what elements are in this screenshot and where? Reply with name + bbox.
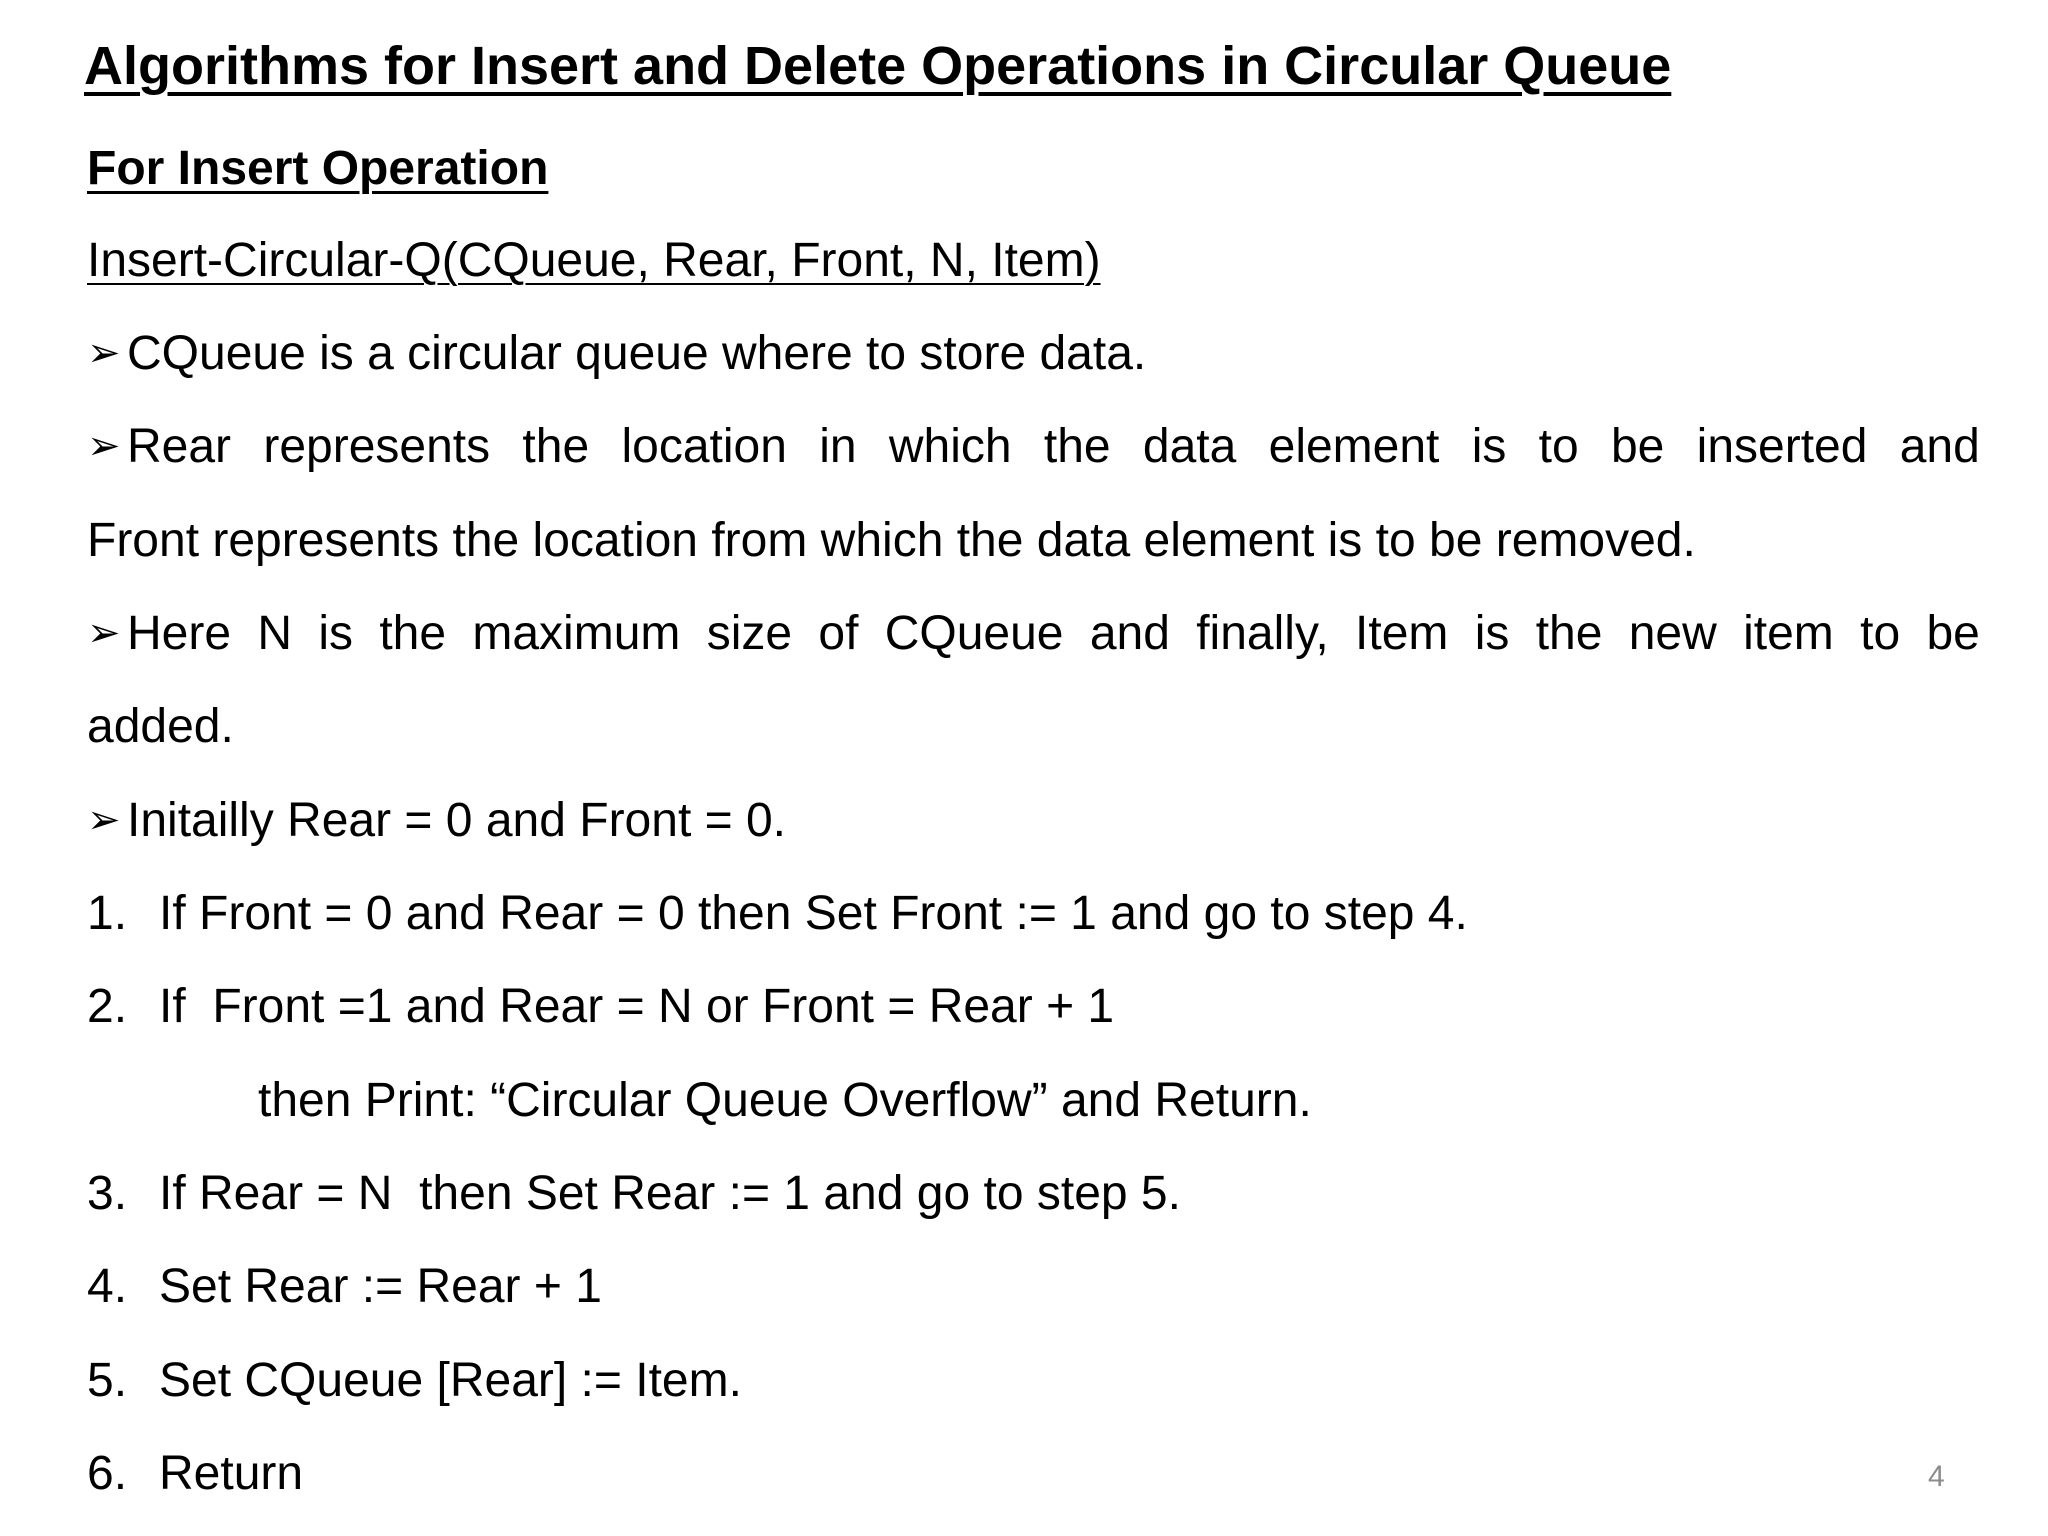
word: the bbox=[1535, 607, 1603, 660]
word: the bbox=[1043, 420, 1111, 473]
algorithm-step bbox=[87, 1258, 602, 1316]
step-text: If Front =1 and Rear = N or Front = Rear + 1 bbox=[159, 980, 1115, 1033]
step-number: 4. bbox=[87, 1260, 128, 1313]
word: is bbox=[318, 607, 354, 660]
step-number: 3. bbox=[87, 1167, 128, 1220]
word: is bbox=[1474, 607, 1510, 660]
algorithm-step bbox=[87, 1165, 1181, 1223]
word: data bbox=[1142, 420, 1237, 473]
step-text: Return bbox=[159, 1447, 304, 1500]
word: and bbox=[1089, 607, 1170, 660]
step-number: 5. bbox=[87, 1354, 128, 1407]
bullet-first-word: ➢ Here bbox=[87, 607, 232, 660]
bullet-item-justified bbox=[87, 418, 1980, 476]
bullet-text: CQueue is a circular queue where to store data. bbox=[127, 327, 1147, 380]
word: Item bbox=[1355, 607, 1449, 660]
step-number: 6. bbox=[87, 1447, 128, 1500]
word: size bbox=[706, 607, 793, 660]
word: to bbox=[1538, 420, 1579, 473]
word: inserted bbox=[1696, 420, 1868, 473]
word: in bbox=[819, 420, 857, 473]
algorithm-step bbox=[87, 1445, 303, 1503]
word: the bbox=[379, 607, 447, 660]
word: is bbox=[1471, 420, 1507, 473]
step-text: Set Rear := Rear + 1 bbox=[159, 1260, 602, 1313]
bullet-item bbox=[87, 792, 786, 850]
step-text: If Front = 0 and Rear = 0 then Set Front := 1 and go to step 4. bbox=[159, 887, 1468, 940]
algorithm-step bbox=[87, 1352, 742, 1410]
bullet-item-justified bbox=[87, 605, 1980, 663]
step-number: 1. bbox=[87, 887, 128, 940]
arrow-bullet-icon: ➢ bbox=[87, 797, 121, 843]
bullet-continuation: Front represents the location from which the data element is to be removed. bbox=[87, 514, 1696, 567]
word: finally, bbox=[1196, 607, 1329, 660]
step-continuation: then Print: “Circular Queue Overflow” and Return. bbox=[258, 1074, 1312, 1127]
algorithm-step bbox=[87, 978, 1114, 1036]
step-text: If Rear = N then Set Rear := 1 and go to step 5. bbox=[159, 1167, 1181, 1220]
word: to bbox=[1860, 607, 1901, 660]
bullet-item bbox=[87, 325, 1146, 383]
word: item bbox=[1743, 607, 1834, 660]
arrow-bullet-icon: ➢ bbox=[87, 423, 121, 469]
page-number: 4 bbox=[1928, 1460, 1945, 1493]
word: CQueue bbox=[884, 607, 1064, 660]
step-text: Set CQueue [Rear] := Item. bbox=[159, 1354, 742, 1407]
word: location bbox=[621, 420, 787, 473]
word: N bbox=[257, 607, 293, 660]
word: new bbox=[1628, 607, 1717, 660]
word: be bbox=[1926, 607, 1980, 660]
word: of bbox=[818, 607, 859, 660]
step-number: 2. bbox=[87, 980, 128, 1033]
algorithm-signature: Insert-Circular-Q(CQueue, Rear, Front, N, Item) bbox=[87, 234, 1101, 287]
word: the bbox=[522, 420, 590, 473]
bullet-continuation: added. bbox=[87, 700, 234, 753]
word: element bbox=[1268, 420, 1440, 473]
arrow-bullet-icon: ➢ bbox=[87, 610, 121, 656]
word: represents bbox=[263, 420, 491, 473]
word: and bbox=[1899, 420, 1980, 473]
arrow-bullet-icon: ➢ bbox=[87, 330, 121, 376]
bullet-first-word: ➢ Rear bbox=[87, 420, 232, 473]
algorithm-step bbox=[87, 885, 1468, 943]
word: maximum bbox=[472, 607, 681, 660]
section-heading: For Insert Operation bbox=[87, 142, 549, 195]
slide-title: Algorithms for Insert and Delete Operations in Circular Queue bbox=[84, 36, 1672, 96]
bullet-text: Initailly Rear = 0 and Front = 0. bbox=[127, 794, 787, 847]
word: which bbox=[888, 420, 1012, 473]
word: be bbox=[1610, 420, 1665, 473]
